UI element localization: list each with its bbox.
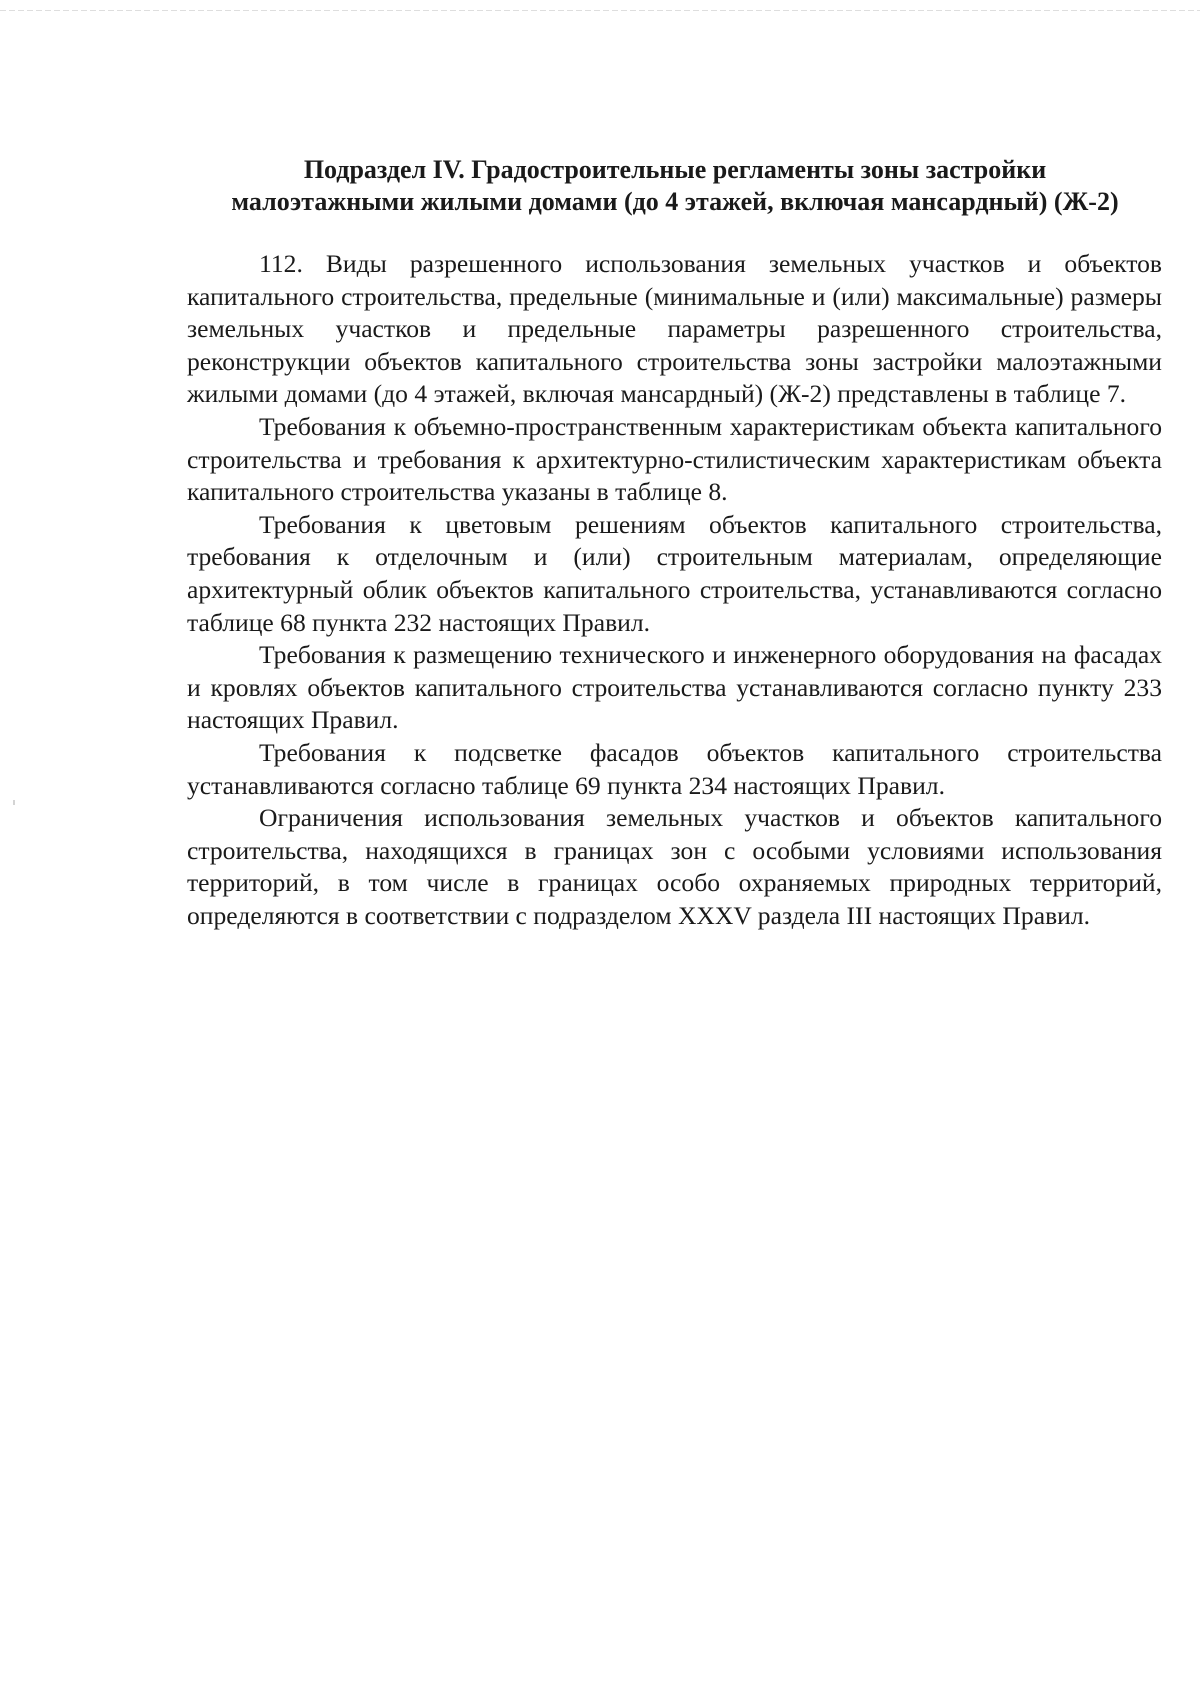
scan-top-edge [0,10,1200,11]
paragraph-112: 112. Виды разрешенного использования земельных участков и объектов капитального строительства, предельные (минимальные и (или) максимальные) размеры земельных участков и предельные параметры разрешенного строительства, реконструкции объектов капитального строительства зоны застройки малоэтажными жилыми домами (до 4 этажей, включая мансардный) (Ж-2) представлены в таблице 7. [187,249,1162,409]
paragraph-equipment-requirements: Требования к размещению технического и инженерного оборудования на фасадах и кровлях объектов капитального строительства устанавливаются согласно пункту 233 настоящих Правил. [187,640,1162,735]
scan-margin-mark [13,800,15,805]
section-heading-line-1: Подраздел IV. Градостроительные регламенты зоны застройки [303,155,1047,184]
document-body [187,248,1162,932]
section-heading-line-2: малоэтажными жилыми домами (до 4 этажей, включая мансардный) (Ж-2) [231,187,1119,216]
paragraph-color-requirements: Требования к цветовым решениям объектов капитального строительства, требования к отделочным и (или) строительным материалам, определяющие архитектурный облик объектов капитального строительства, устанавливаются согласно таблице 68 пункта 232 настоящих Правил. [187,509,1162,637]
section-heading [170,154,1180,218]
paragraph-restrictions: Ограничения использования земельных участков и объектов капитального строительства, находящихся в границах зон с особыми условиями использования территорий, в том числе в границах особо охраняемых природных территорий, определяются в соответствии с подразделом XXXV раздела III настоящих Правил. [187,803,1162,930]
paragraph-volume-requirements: Требования к объемно-пространственным характеристикам объекта капитального строительства и требования к архитектурно-стилистическим характеристикам объекта капитального строительства указаны в таблице 8. [187,411,1162,507]
paragraph-lighting-requirements: Требования к подсветке фасадов объектов капитального строительства устанавливаются согласно таблице 69 пункта 234 настоящих Правил. [187,737,1162,800]
